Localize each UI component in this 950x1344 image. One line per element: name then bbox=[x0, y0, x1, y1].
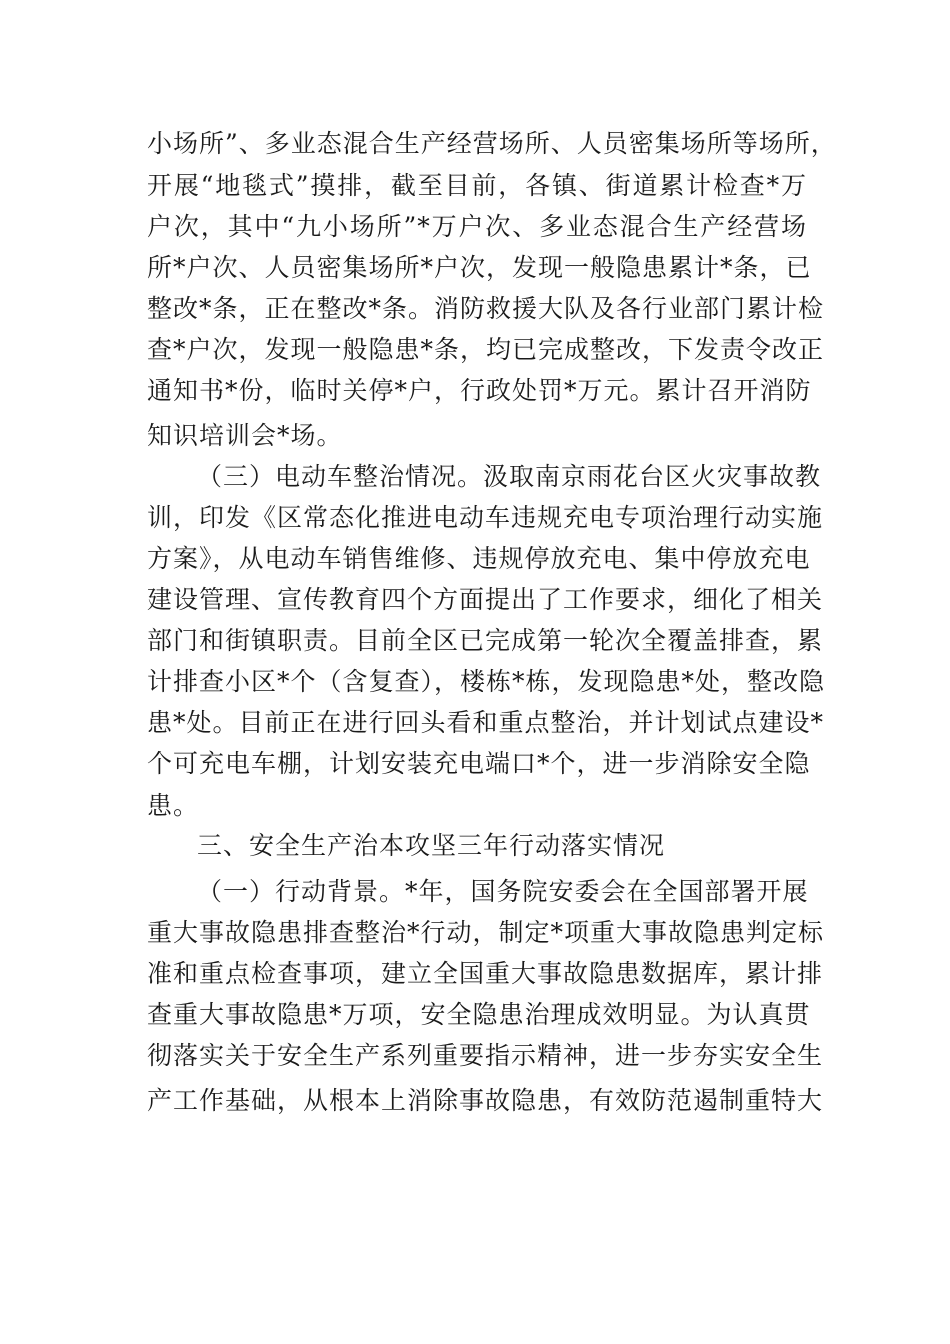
text-line: 重大事故隐患排查整治*行动，制定*项重大事故隐患判定标 bbox=[147, 918, 825, 947]
section-heading: （一）行动背景。*年，国务院安委会在全国部署开展 bbox=[197, 877, 809, 906]
text-line: 查*户次，发现一般隐患*条，均已完成整改，下发责令改正 bbox=[147, 335, 825, 364]
text-line: 方案》，从电动车销售维修、违规停放充电、集中停放充电 bbox=[147, 544, 811, 573]
text-line: 产工作基础，从根本上消除事故隐患，有效防范遏制重特大 bbox=[147, 1086, 824, 1115]
text-line: 查重大事故隐患*万项，安全隐患治理成效明显。为认真贯 bbox=[147, 1000, 811, 1029]
text-line: 彻落实关于安全生产系列重要指示精神，进一步夯实安全生 bbox=[147, 1041, 824, 1070]
text-line: 户次，其中“九小场所”*万户次、多业态混合生产经营场 bbox=[147, 212, 807, 241]
text-line: 患*处。目前正在进行回头看和重点整治，并计划试点建设* bbox=[147, 708, 825, 737]
text-line: 患。 bbox=[147, 791, 200, 820]
text-line: 准和重点检查事项，建立全国重大事故隐患数据库，累计排 bbox=[147, 959, 824, 988]
text-line: 开展“地毯式”摸排，截至目前，各镇、街道累计检查*万 bbox=[147, 171, 807, 200]
section-heading: （三）电动车整治情况。汲取南京雨花台区火灾事故教 bbox=[197, 462, 822, 491]
text-line: 计排查小区*个（含复查），楼栋*栋，发现隐患*处，整改隐 bbox=[147, 667, 826, 696]
text-line: 小场所”、多业态混合生产经营场所、人员密集场所等场所， bbox=[147, 129, 837, 158]
text-line: 知识培训会*场。 bbox=[147, 421, 343, 450]
text-line: 所*户次、人员密集场所*户次，发现一般隐患累计*条，已 bbox=[147, 253, 812, 282]
text-line: 建设管理、宣传教育四个方面提出了工作要求，细化了相关 bbox=[147, 585, 824, 614]
chapter-heading: 三、安全生产治本攻坚三年行动落实情况 bbox=[197, 831, 666, 860]
text-line: 训，印发《区常态化推进电动车违规充电专项治理行动实施 bbox=[147, 503, 824, 532]
text-line: 个可充电车棚，计划安装充电端口*个，进一步消除安全隐 bbox=[147, 749, 811, 778]
text-line: 通知书*份，临时关停*户，行政处罚*万元。累计召开消防 bbox=[147, 376, 812, 405]
text-line: 整改*条，正在整改*条。消防救援大队及各行业部门累计检 bbox=[147, 294, 825, 323]
text-line: 部门和街镇职责。目前全区已完成第一轮次全覆盖排查，累 bbox=[147, 626, 824, 655]
